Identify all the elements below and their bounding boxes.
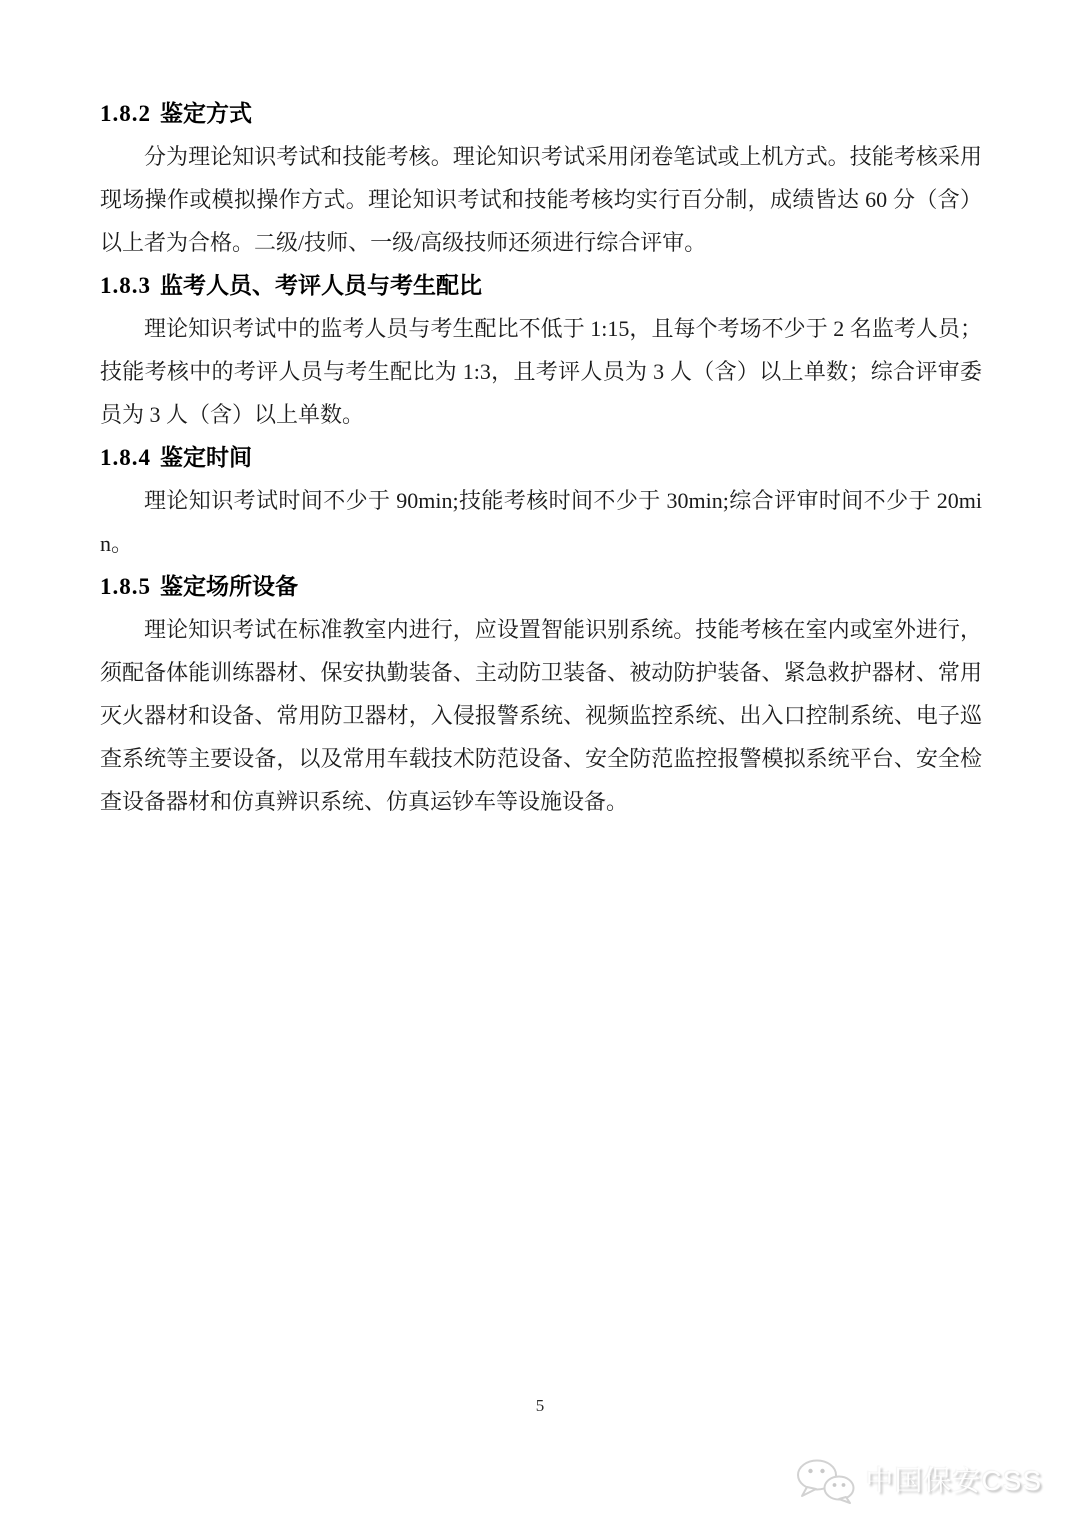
- section-paragraph: 理论知识考试时间不少于 90min;技能考核时间不少于 30min;综合评审时间不少于 20min。: [100, 488, 982, 556]
- section-paragraph: 分为理论知识考试和技能考核。理论知识考试采用闭卷笔试或上机方式。技能考核采用现场操作或模拟操作方式。理论知识考试和技能考核均实行百分制，成绩皆达 60 分（含）以上者为合格。二级/技师、一级/高级技师还须进行综合评审。: [100, 144, 982, 255]
- section-heading: [100, 264, 982, 307]
- section-title: 监考人员、考评人员与考生配比: [160, 272, 482, 298]
- wechat-icon: [794, 1458, 858, 1504]
- section-paragraph: 理论知识考试中的监考人员与考生配比不低于 1:15，且每个考场不少于 2 名监考人员；技能考核中的考评人员与考生配比为 1:3，且考评人员为 3 人（含）以上单数；综合评审委员为 3 人（含）以上单数。: [100, 316, 982, 427]
- watermark-label: 中国保安CSS: [865, 1465, 1042, 1496]
- section-1-8-3: [100, 264, 982, 436]
- section-1-8-4: [100, 436, 982, 565]
- section-1-8-5: [100, 565, 982, 823]
- section-heading: [100, 436, 982, 479]
- section-heading: [100, 565, 982, 608]
- section-title: 鉴定方式: [160, 100, 252, 126]
- section-1-8-2: [100, 92, 982, 264]
- section-number: 1.8.5: [100, 574, 151, 599]
- section-number: 1.8.2: [100, 101, 151, 126]
- section-number: 1.8.4: [100, 445, 151, 470]
- page-number: 5: [535, 1396, 545, 1415]
- section-title: 鉴定时间: [160, 444, 252, 470]
- section-heading: [100, 92, 982, 135]
- watermark: [794, 1458, 1042, 1504]
- section-title: 鉴定场所设备: [160, 573, 298, 599]
- section-paragraph: 理论知识考试在标准教室内进行，应设置智能识别系统。技能考核在室内或室外进行，须配备体能训练器材、保安执勤装备、主动防卫装备、被动防护装备、紧急救护器材、常用灭火器材和设备、常用防卫器材，入侵报警系统、视频监控系统、出入口控制系统、电子巡查系统等主要设备，以及常用车载技术防范设备、安全防范监控报警模拟系统平台、安全检查设备器材和仿真辨识系统、仿真运钞车等设施设备。: [100, 617, 982, 814]
- section-number: 1.8.3: [100, 273, 151, 298]
